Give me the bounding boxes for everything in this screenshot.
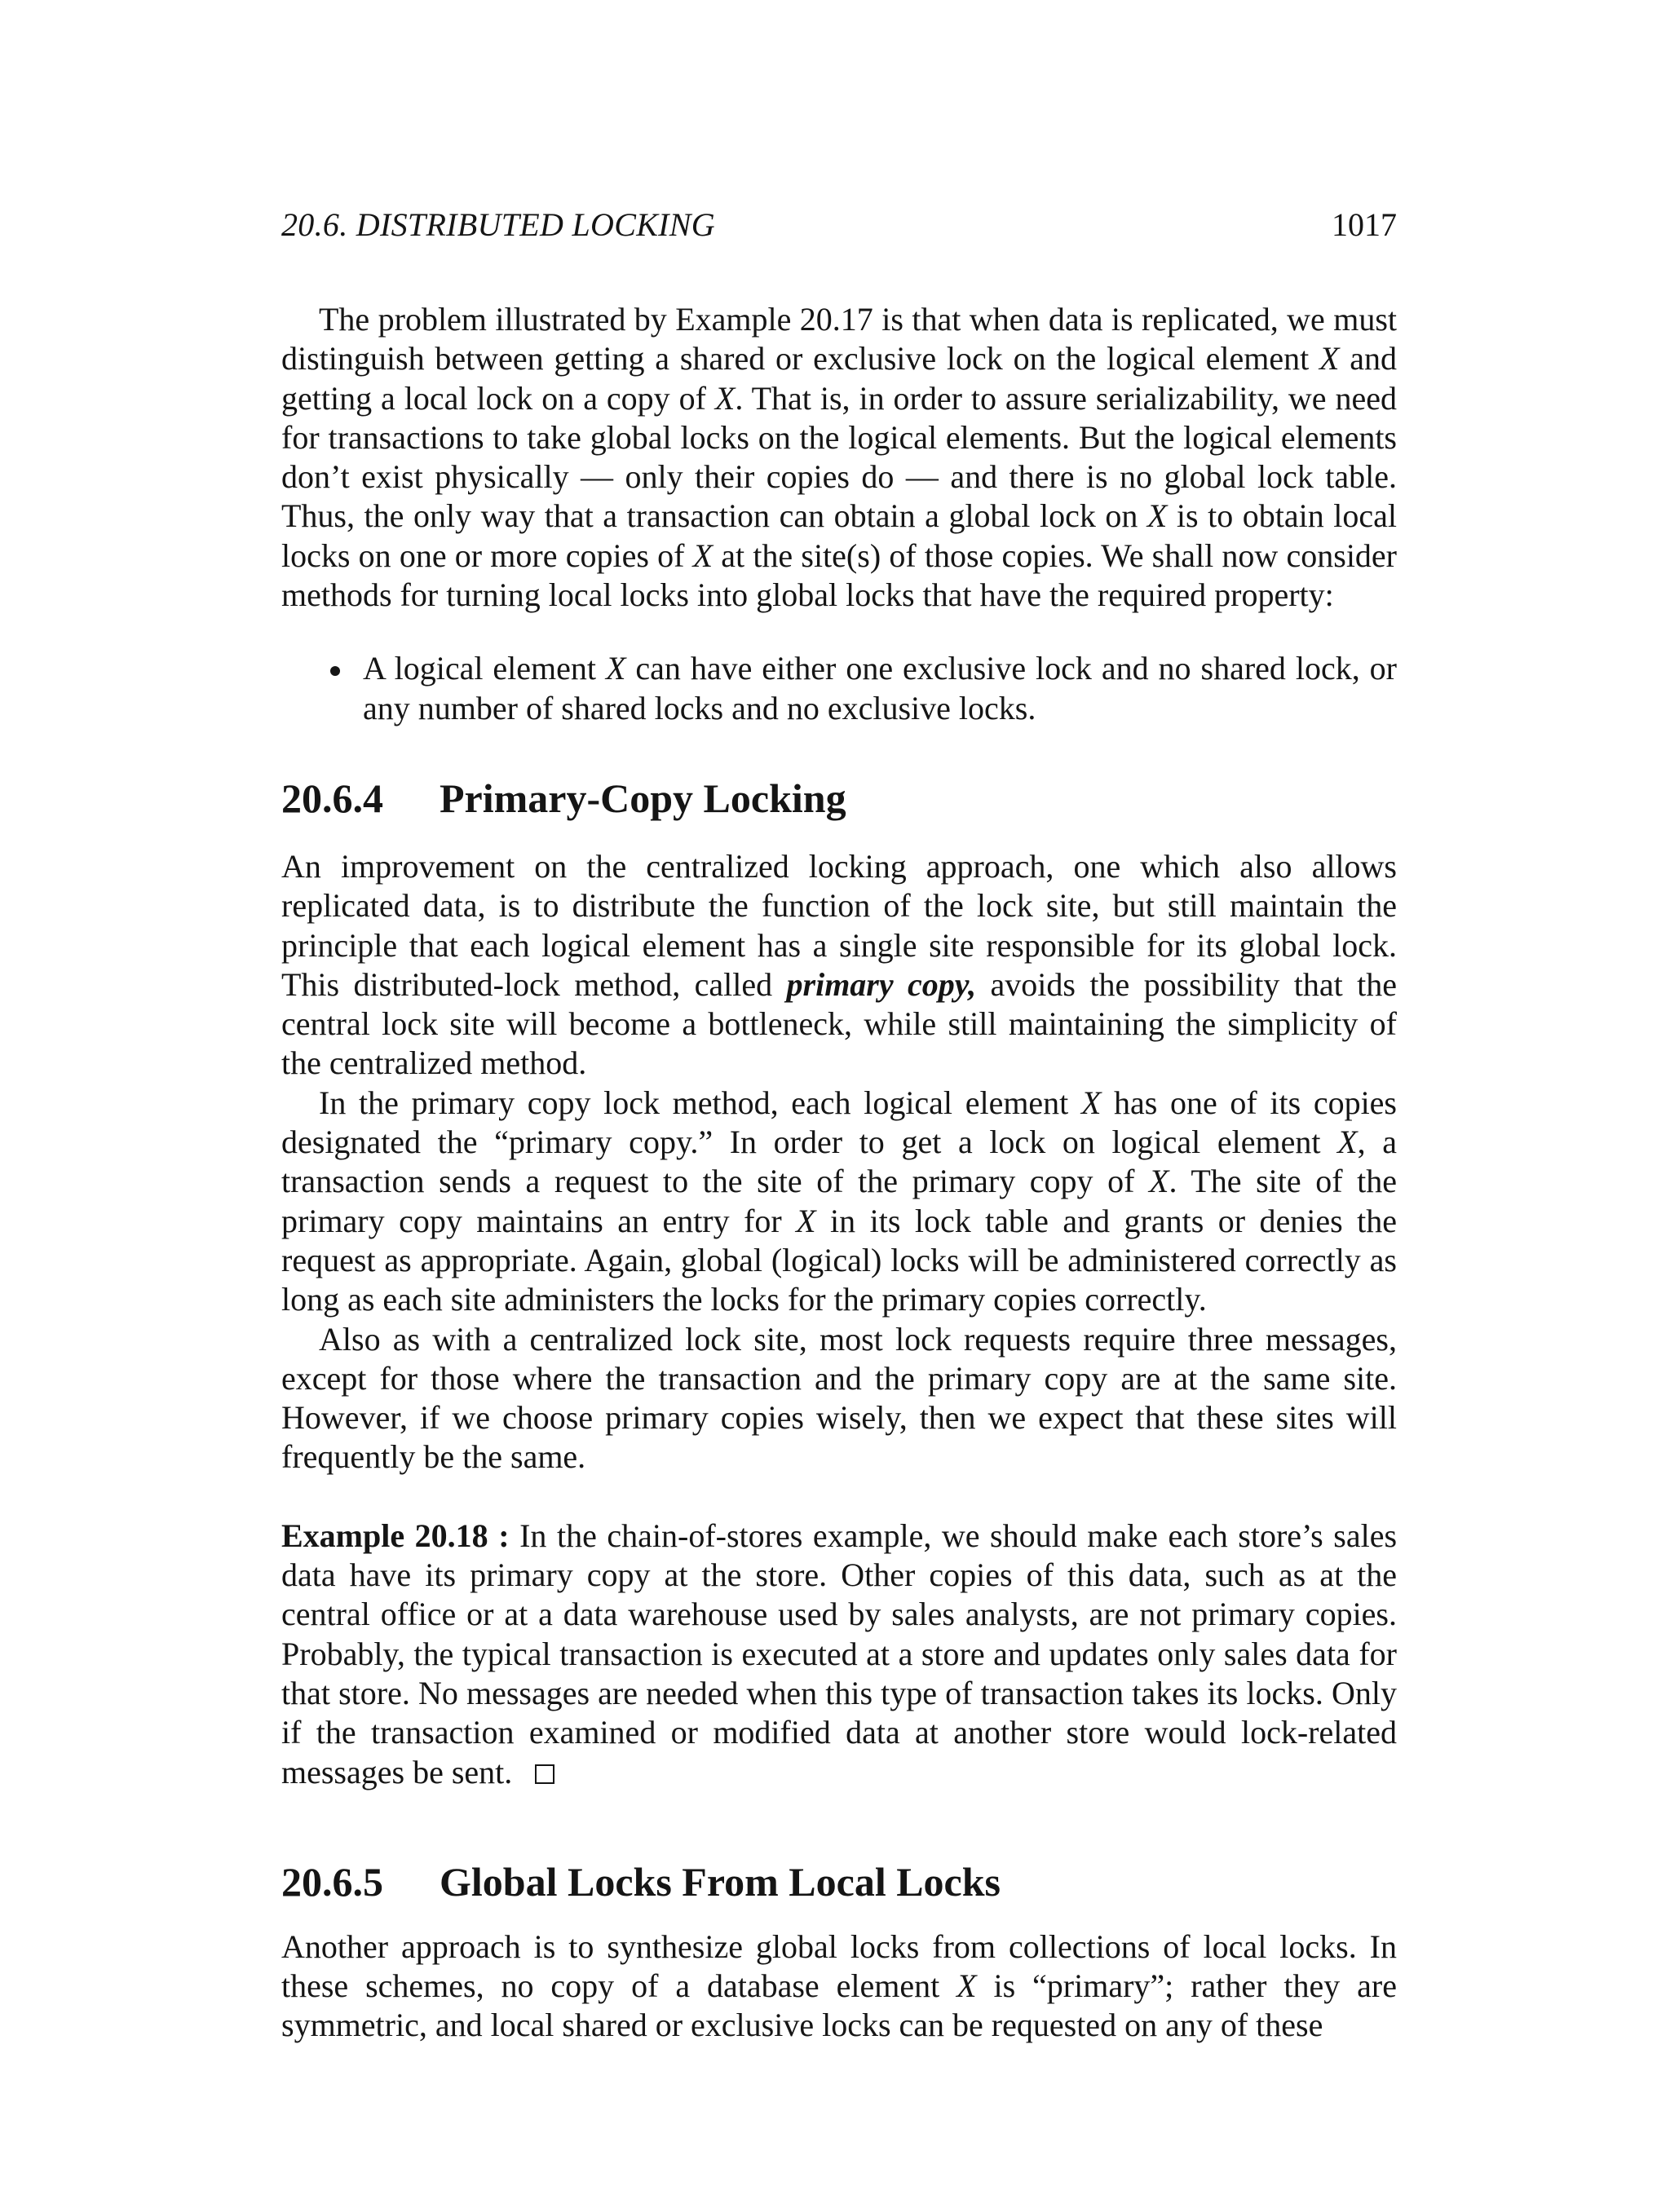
section-heading-global-locks <box>281 1857 1397 1906</box>
math-var-x: X <box>1319 340 1340 377</box>
math-var-x: X <box>1080 1084 1102 1121</box>
math-var-x: X <box>796 1202 816 1239</box>
primary-copy-paragraph-3: Also as with a centralized lock site, most lock requests require three messages, except for those where the transaction and the primary copy are at the same site. However, if we choose primary copies wisely, then we expect that these sites will frequently be the same. <box>281 1320 1397 1476</box>
bullet-text: A logical element X can have either one exclusive lock and no shared lock, or any number of shared locks and no exclusive locks. <box>363 650 1397 726</box>
math-var-x: X <box>714 379 736 417</box>
math-var-x: X <box>1149 1163 1169 1200</box>
section-number: 20.6.4 <box>281 775 383 821</box>
section-number: 20.6.5 <box>281 1858 383 1905</box>
example-20-18: Example 20.18 : In the chain-of-stores example, we should make each store’s sales data have its primary copy at the store. Other copies of this data, such as at the central office or at a data warehouse used by sales analysts, are not primary copies. Probably, the typical transaction is executed at a store and updates only sales data for that store. No messages are needed when this type of transaction takes its locks. Only if the transaction examined or modified data at another store would lock-related messages be sent. <box>281 1517 1398 1790</box>
math-var-x: X <box>692 536 714 574</box>
global-locks-paragraph-1: Another approach is to synthesize global locks from collections of local locks. In these schemes, no copy of a database element X is “primary”; rather they are symmetric, and local shared or exclusive locks can be requested on any of these <box>281 1927 1397 2044</box>
intro-paragraph: The problem illustrated by Example 20.17 is that when data is replicated, we must distinguish between getting a shared or exclusive lock on the logical element X and getting a local lock on a copy of X. That is, in order to assure serializability, we need for transactions to take global locks on the logical elements. But the logical elements don’t exist physically — only their copies do — and there is no global lock table. Thus, the only way that a transaction can obtain a global lock on X is to obtain local locks on one or more copies of X at the site(s) of those copies. We shall now consider methods for turning local locks into global locks that have the required property: <box>281 301 1398 614</box>
list-item <box>281 649 1397 728</box>
section-heading-primary-copy <box>281 774 1397 823</box>
property-list <box>281 649 1397 728</box>
primary-copy-paragraph-2: In the primary copy lock method, each logical element X has one of its copies designated the “primary copy.” In order to get a lock on logical element X, a transaction sends a request to the site of the primary copy of X. The site of the primary copy maintains an entry for X in its lock table and grants or denies the request as appropriate. Again, global (logical) locks will be administered correctly as long as each site administers the locks for the primary copies correctly. <box>281 1084 1398 1318</box>
math-var-x: X <box>956 1967 977 2005</box>
primary-copy-paragraph-1: An improvement on the centralized locking approach, one which also allows replicated data, is to distribute the function of the lock site, but still maintain the principle that each logical element has a single site responsible for its global lock. This distributed-lock method, called primary copy, avoids the possibility that the central lock site will become a bottleneck, while still maintaining the simplicity of the centralized method. <box>281 847 1397 1082</box>
section-title: Global Locks From Local Locks <box>440 1858 1001 1905</box>
bullet-icon <box>330 666 340 676</box>
qed-box-icon <box>535 1764 554 1784</box>
section-title: Primary-Copy Locking <box>440 775 846 821</box>
page-number: 1017 <box>1332 206 1397 243</box>
page-body <box>281 300 1397 2046</box>
emphasis-term: primary copy, <box>786 965 977 1003</box>
example-label: Example 20.18 : <box>281 1517 510 1554</box>
running-head <box>281 205 1397 254</box>
book-page <box>281 0 1397 2212</box>
math-var-x: X <box>1337 1124 1358 1161</box>
math-var-x: X <box>1146 497 1168 535</box>
math-var-x: X <box>606 650 626 687</box>
running-head-section: 20.6. DISTRIBUTED LOCKING <box>281 206 715 243</box>
